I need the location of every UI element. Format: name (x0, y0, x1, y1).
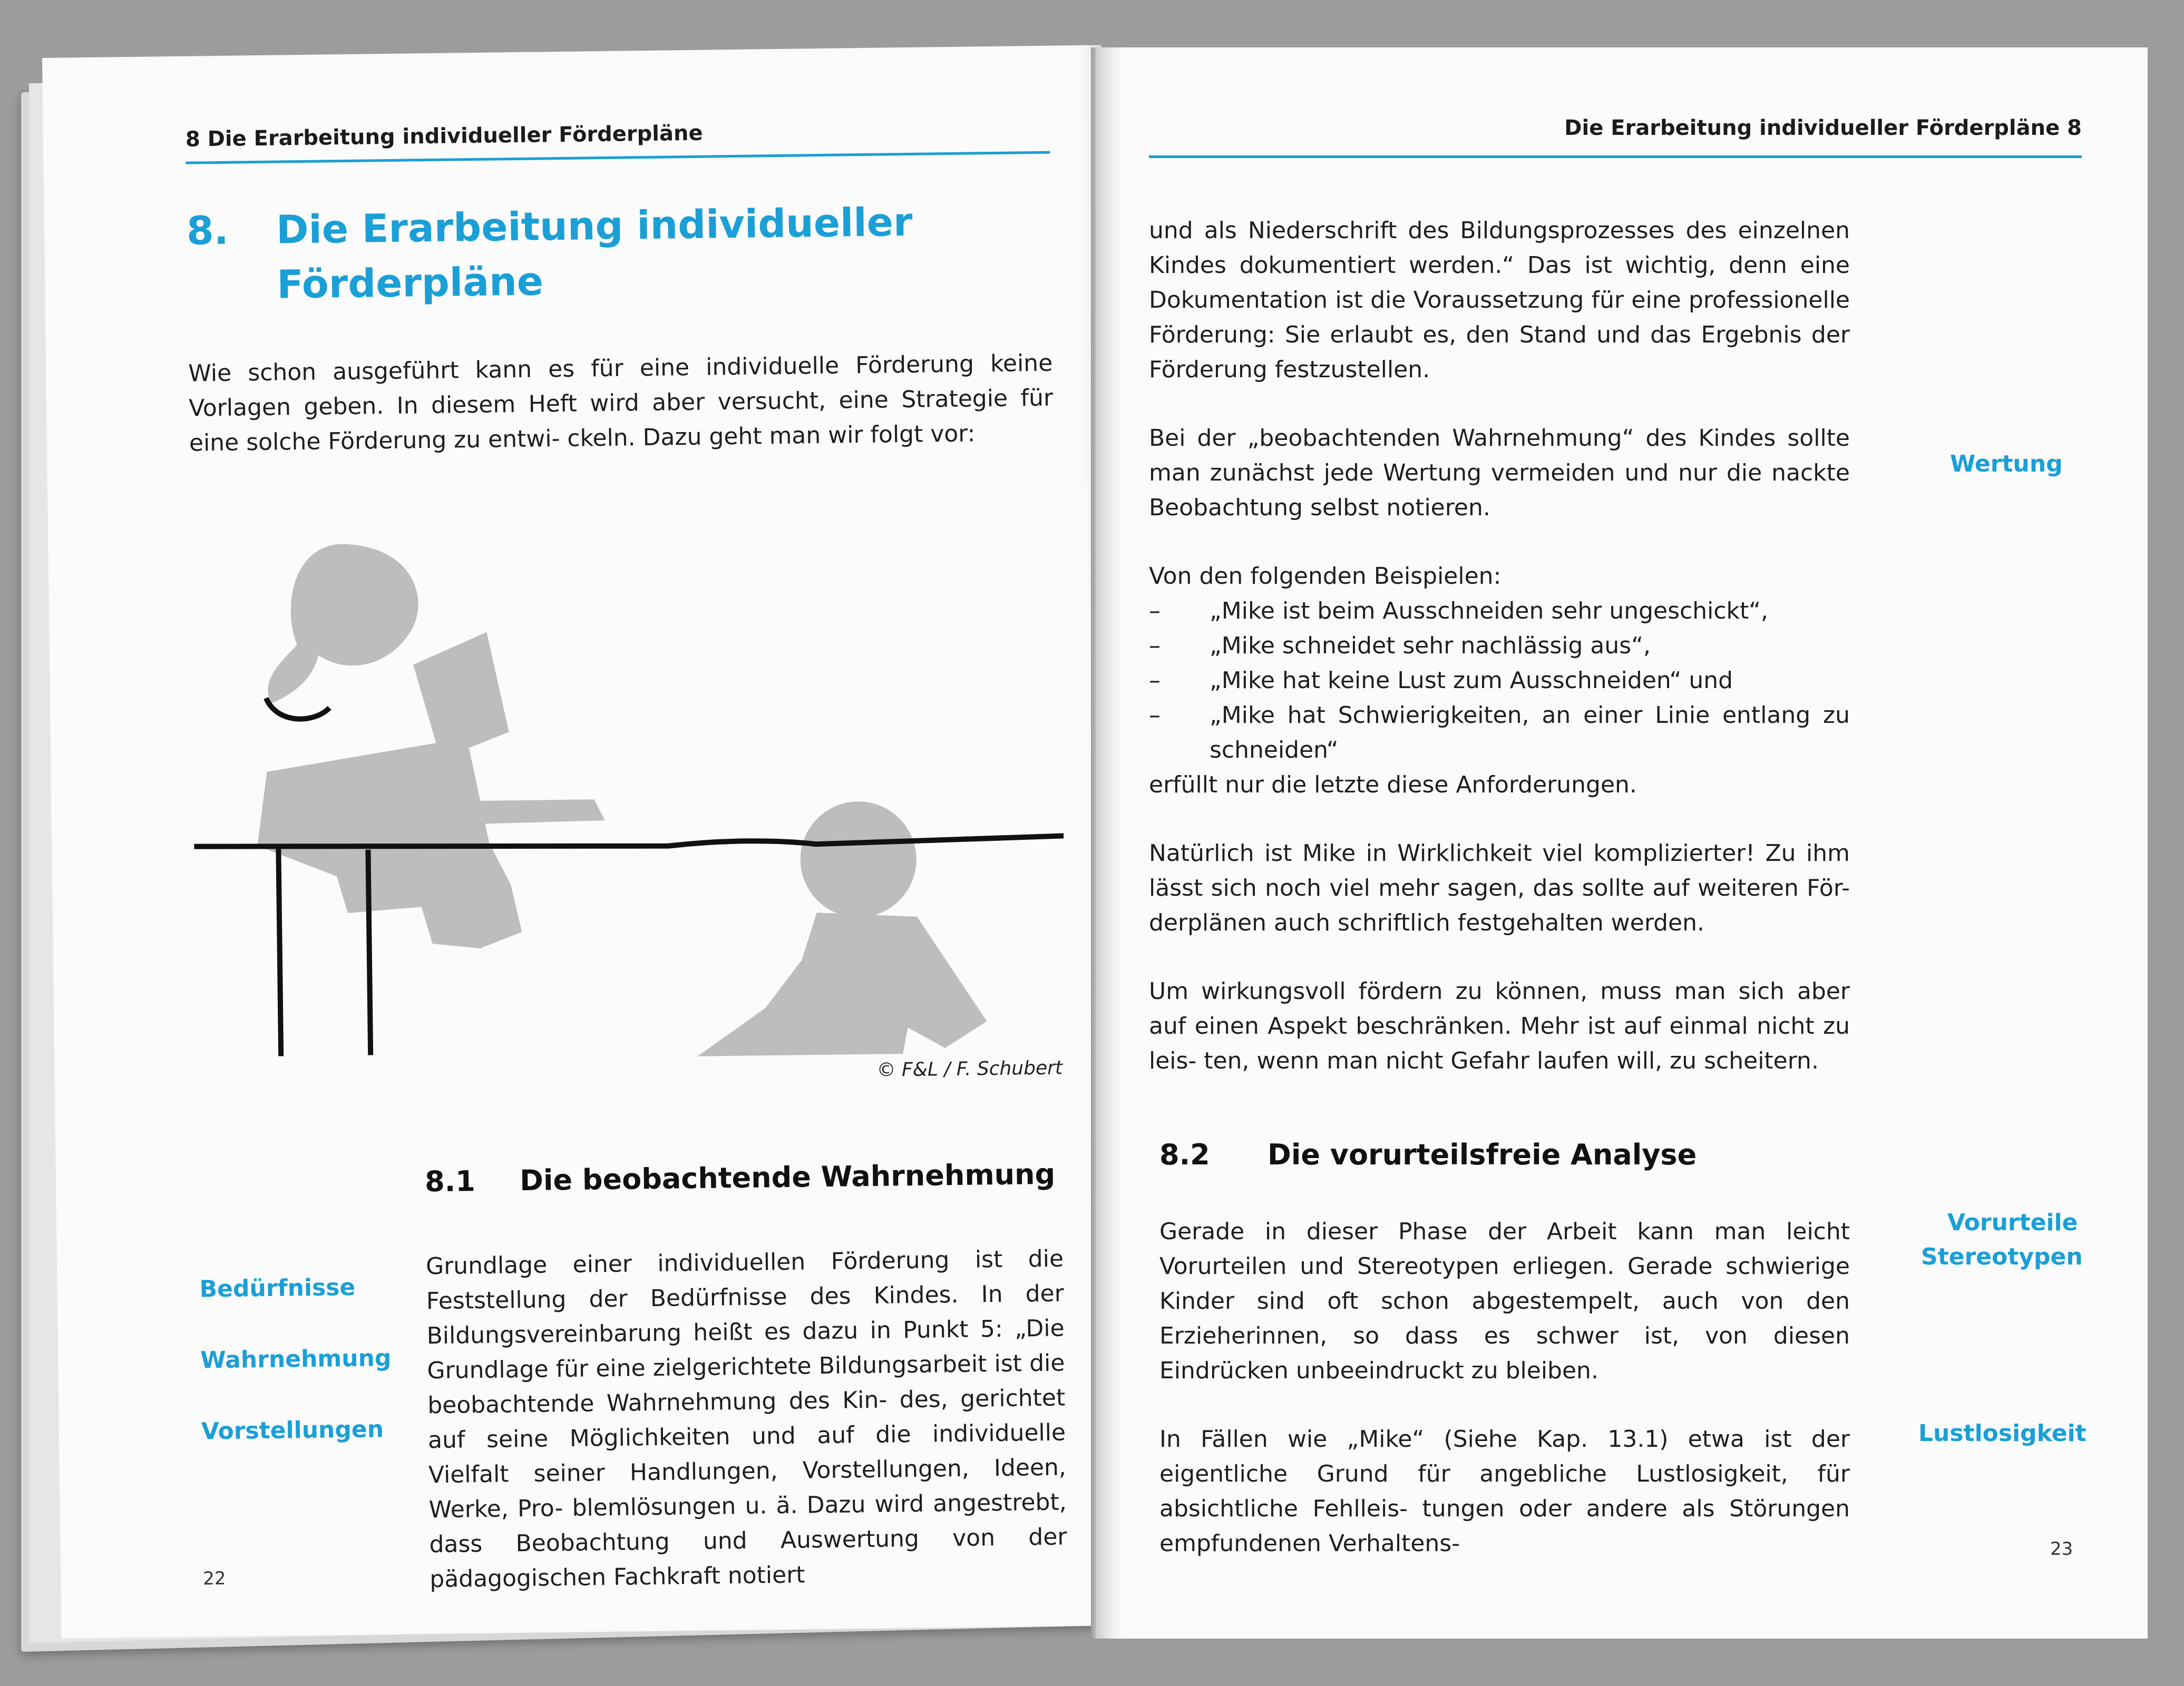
chapter-number: 8. (186, 208, 229, 254)
intro-paragraph: Wie schon ausgeführt kann es für eine individuelle Förderung keine Vorlagen geben. In diesem Heft wird aber versucht, eine Strategie für eine solche Förderung zu entwi- ckeln. Dazu geht man wir folgt vor: (188, 349, 1054, 457)
margin-note-stereotypen: Stereotypen (1921, 1243, 2083, 1270)
paragraph-vorurteile: Gerade in dieser Phase der Arbeit kann man leicht Vorurteilen und Stereotypen erliegen. Gerade schwierige Kinder sind oft schon abgestempelt, auch von den Erzieherinnen, so dass es schwer ist, von diesen Eindrücken unbeeindruckt zu bleiben. (1159, 1218, 1850, 1384)
right-page (1096, 47, 2148, 1639)
margin-note-lustlosigkeit: Lustlosigkeit (1918, 1420, 2086, 1447)
chapter-title-line2: Förderpläne (276, 259, 544, 308)
section-8-2-text (1159, 1214, 1850, 1595)
paragraph-lustlosigkeit: In Fällen wie „Mike“ (Siehe Kap. 13.1) etwa ist der eigentliche Grund für angebliche Lustlosigkeit, für absichtliche Fehlleis- tungen oder andere als Störungen empfundenen Verhaltens- (1159, 1426, 1850, 1557)
paragraph-dokumentation: und als Niederschrift des Bildungsprozesses des einzelnen Kindes dokumentiert werden.“ Das ist wichtig, denn eine Dokumentation ist die Voraussetzung für eine professionelle Förderung: Sie erlaubt es, den Stand und das Ergebnis der Förderung festzustellen. (1149, 217, 1850, 383)
list-item: – „Mike hat keine Lust zum Ausschneiden“ und (1149, 667, 1733, 694)
running-head-left: 8 Die Erarbeitung individueller Förderpläne (185, 121, 703, 152)
page-number-left: 22 (203, 1567, 226, 1590)
desk-leg-left (278, 846, 281, 1056)
examples-list (1149, 594, 1850, 768)
section-number-8-2: 8.2 (1159, 1138, 1210, 1171)
section-title-8-1: Die beobachtende Wahrnehmung (519, 1157, 1056, 1198)
list-item: – „Mike schneidet sehr nachlässig aus“, (1149, 632, 1651, 659)
section-number-8-1: 8.1 (424, 1164, 476, 1199)
section-8-1-text: Grundlage einer individuellen Förderung ist die Feststellung der Bedürfnisse des Kindes. In der Bildungsvereinbarung heißt es dazu in Punkt 5: „Die Grundlage für eine zielgerichtete Bildungsarbeit ist die beobachtende Wahrnehmung des Kin- des, gerichtet auf seine Möglichkeiten und auf die individuelle Vielfalt seiner Handlungen, Vorstellungen, Ideen, Werke, Pro- blemlösungen u. ä. Dazu wird angestrebt, dass Beobachtung und Auswertung von der pädagogischen Fachkraft notiert (425, 1245, 1067, 1593)
margin-note-wertung: Wertung (1950, 450, 2063, 477)
examples-conclusion: erfüllt nur die letzte diese Anforderungen. (1149, 771, 1637, 798)
desk-leg-right (368, 850, 370, 1055)
header-rule-right (1149, 155, 2082, 158)
right-body-text (1149, 213, 1850, 1112)
left-page (42, 45, 1121, 1638)
illustration-credit: © F&L / F. Schubert (876, 1057, 1063, 1081)
paragraph-wertung: Bei der „beobachtenden Wahrnehmung“ des Kindes sollte man zunächst jede Wertung vermeiden und nur die nackte Beobachtung selbst notieren. (1149, 425, 1850, 521)
list-item: – „Mike hat Schwierigkeiten, an einer Linie entlang zu schneiden“ (1149, 702, 1850, 763)
page-number-right: 23 (2050, 1538, 2073, 1560)
classroom-illustration (190, 498, 1066, 1062)
running-head-right: Die Erarbeitung individueller Förderpläne 8 (1564, 116, 2082, 140)
margin-note-beduerfnisse: Bedürfnisse (199, 1273, 356, 1303)
paragraph-aspekt: Um wirkungsvoll fördern zu können, muss man sich aber auf einen Aspekt beschränken. Mehr ist auf einmal nicht zu leis- ten, wenn man nicht Gefahr laufen will, zu scheitern. (1149, 978, 1850, 1074)
margin-note-vorstellungen: Vorstellungen (201, 1416, 384, 1445)
header-rule-left (186, 151, 1050, 164)
teacher-silhouette (266, 543, 420, 703)
margin-note-vorurteile: Vorurteile (1947, 1209, 2078, 1236)
examples-lead: Von den folgenden Beispielen: (1149, 563, 1501, 590)
margin-note-wahrnehmung: Wahrnehmung (200, 1345, 392, 1374)
list-item: – „Mike ist beim Ausschneiden sehr ungeschickt“, (1149, 597, 1769, 624)
paragraph-mike: Natürlich ist Mike in Wirklichkeit viel komplizierter! Zu ihm lässt sich noch viel mehr sagen, das sollte auf weiteren För- derplänen auch schriftlich festgehalten werden. (1149, 840, 1850, 936)
child-silhouette (799, 801, 917, 918)
chapter-title-line1: Die Erarbeitung individueller (276, 199, 913, 253)
section-title-8-2: Die vorurteilsfreie Analyse (1267, 1138, 1697, 1171)
